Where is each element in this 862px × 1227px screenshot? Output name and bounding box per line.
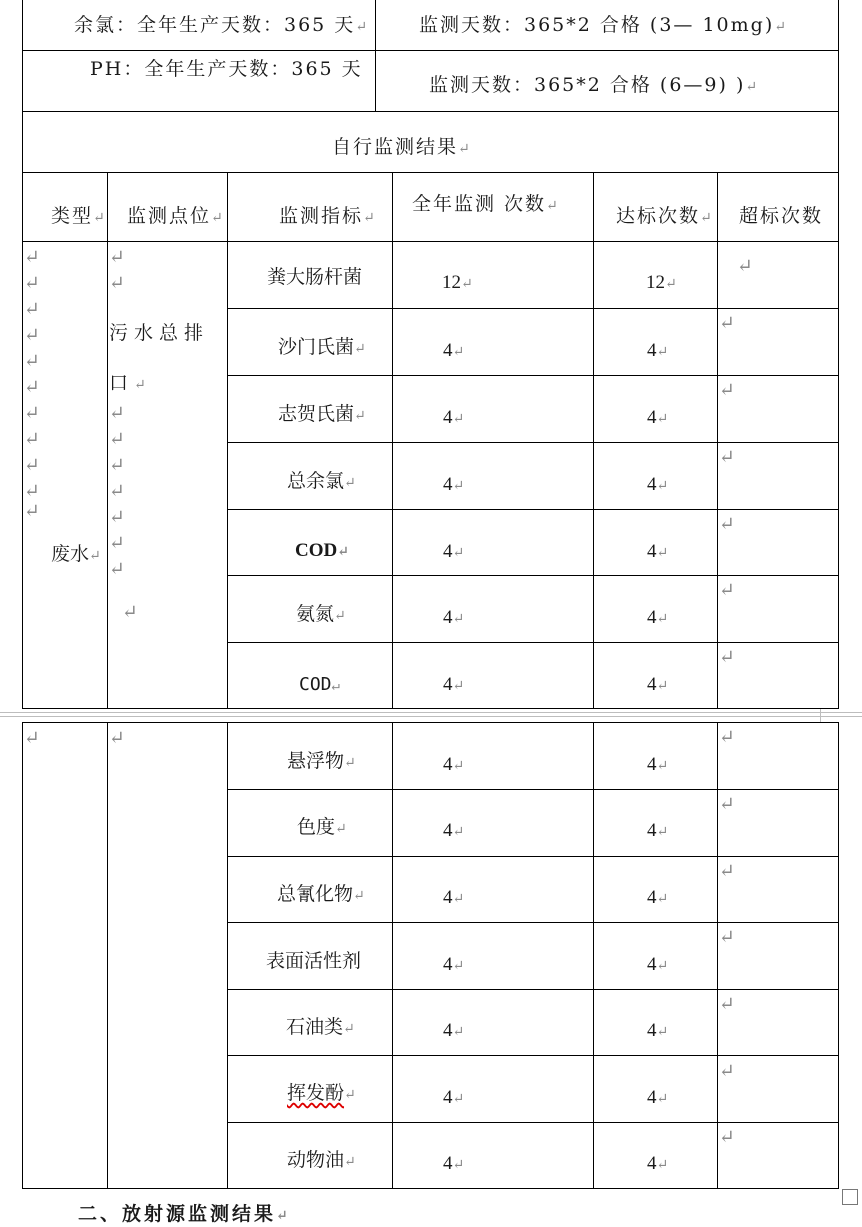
next-section-heading: 二、放射源监测结果↵ (78, 1203, 291, 1225)
indicator-cell: COD↵ (295, 540, 349, 561)
pass-cell: 4↵ (647, 541, 669, 562)
pass-cell: 4↵ (647, 340, 669, 361)
annual-cell: 4↵ (443, 1087, 465, 1108)
pass-cell: 4↵ (647, 674, 669, 695)
header-point: 监测点位↵ (127, 205, 225, 227)
indicator-cell: 沙门氏菌↵ (278, 336, 366, 358)
annual-cell: 12↵ (442, 272, 473, 293)
exceed-cell: ↵ (719, 646, 735, 668)
indicator-cell: 色度↵ (297, 816, 347, 838)
annual-cell: 4↵ (443, 887, 465, 908)
pass-cell: 4↵ (647, 1153, 669, 1174)
pass-cell: 4↵ (647, 820, 669, 841)
pass-cell: 4↵ (647, 1020, 669, 1041)
pass-cell: 12↵ (646, 272, 677, 293)
exceed-cell: ↵ (719, 1060, 735, 1082)
ph-monitoring-days: 监测天数：365*2 合格 (6—9) )↵ (429, 74, 760, 96)
location-sewage-outlet: 污水总排口↵ (109, 322, 210, 394)
pass-cell: 4↵ (647, 407, 669, 428)
exceed-cell: ↵ (719, 513, 735, 535)
pass-cell: 4↵ (647, 474, 669, 495)
exceed-cell: ↵ (719, 993, 735, 1015)
exceed-cell: ↵ (719, 446, 735, 468)
exceed-cell: ↵ (719, 312, 735, 334)
pass-cell: 4↵ (647, 1087, 669, 1108)
category-mark-p2: ↵ (24, 727, 40, 749)
pass-cell: 4↵ (647, 954, 669, 975)
pass-cell: 4↵ (647, 754, 669, 775)
annual-cell: 4↵ (443, 474, 465, 495)
indicator-cell: COD↵ (299, 674, 340, 695)
header-type: 类型↵ (51, 205, 107, 227)
header-annual-count: 全年监测 次数↵ (412, 193, 560, 215)
annual-cell: 4↵ (443, 820, 465, 841)
chlorine-production-days: 余氯：全年生产天数：365 天↵ (74, 14, 370, 36)
header-pass-count: 达标次数↵ (616, 205, 714, 227)
exceed-cell: ↵ (719, 726, 735, 748)
pass-cell: 4↵ (647, 607, 669, 628)
exceed-cell: ↵ (719, 579, 735, 601)
annual-cell: 4↵ (443, 1020, 465, 1041)
pass-cell: 4↵ (647, 887, 669, 908)
indicator-cell: 挥发酚↵ (287, 1082, 356, 1104)
ph-production-days: PH：全年生产天数：365 天 (90, 58, 363, 80)
annual-cell: 4↵ (443, 541, 465, 562)
location-mark-p2: ↵ (109, 727, 125, 749)
exceed-cell: ↵ (719, 860, 735, 882)
header-indicator: 监测指标↵ (279, 205, 377, 227)
section-title: 自行监测结果↵ (332, 136, 472, 158)
annual-cell: 4↵ (443, 1153, 465, 1174)
exceed-cell: ↵ (719, 379, 735, 401)
category-wastewater: 废水↵ (51, 543, 101, 565)
indicator-cell: 氨氮↵ (296, 603, 346, 625)
annual-cell: 4↵ (443, 674, 465, 695)
exceed-cell: ↵ (719, 926, 735, 948)
indicator-cell: 悬浮物↵ (287, 750, 356, 772)
indicator-cell: 总余氯↵ (287, 470, 356, 492)
exceed-cell: ↵ (719, 1126, 735, 1148)
indicator-cell: 动物油↵ (287, 1149, 356, 1171)
annual-cell: 4↵ (443, 607, 465, 628)
indicator-cell: 总氰化物↵ (277, 883, 365, 905)
header-exceed-count: 超标次数 (739, 205, 824, 227)
indicator-cell: 粪大肠杆菌 (267, 266, 363, 288)
annual-cell: 4↵ (443, 754, 465, 775)
exceed-cell: ↵ (719, 793, 735, 815)
table-resize-handle[interactable] (842, 1189, 858, 1205)
chlorine-monitoring-days: 监测天数：365*2 合格 (3— 10mg)↵ (419, 14, 788, 36)
indicator-cell: 石油类↵ (286, 1016, 355, 1038)
annual-cell: 4↵ (443, 407, 465, 428)
indicator-cell: 表面活性剂 (266, 950, 362, 972)
indicator-cell: 志贺氏菌↵ (278, 403, 366, 425)
annual-cell: 4↵ (443, 340, 465, 361)
exceed-cell: ↵ (737, 255, 753, 277)
annual-cell: 4↵ (443, 954, 465, 975)
